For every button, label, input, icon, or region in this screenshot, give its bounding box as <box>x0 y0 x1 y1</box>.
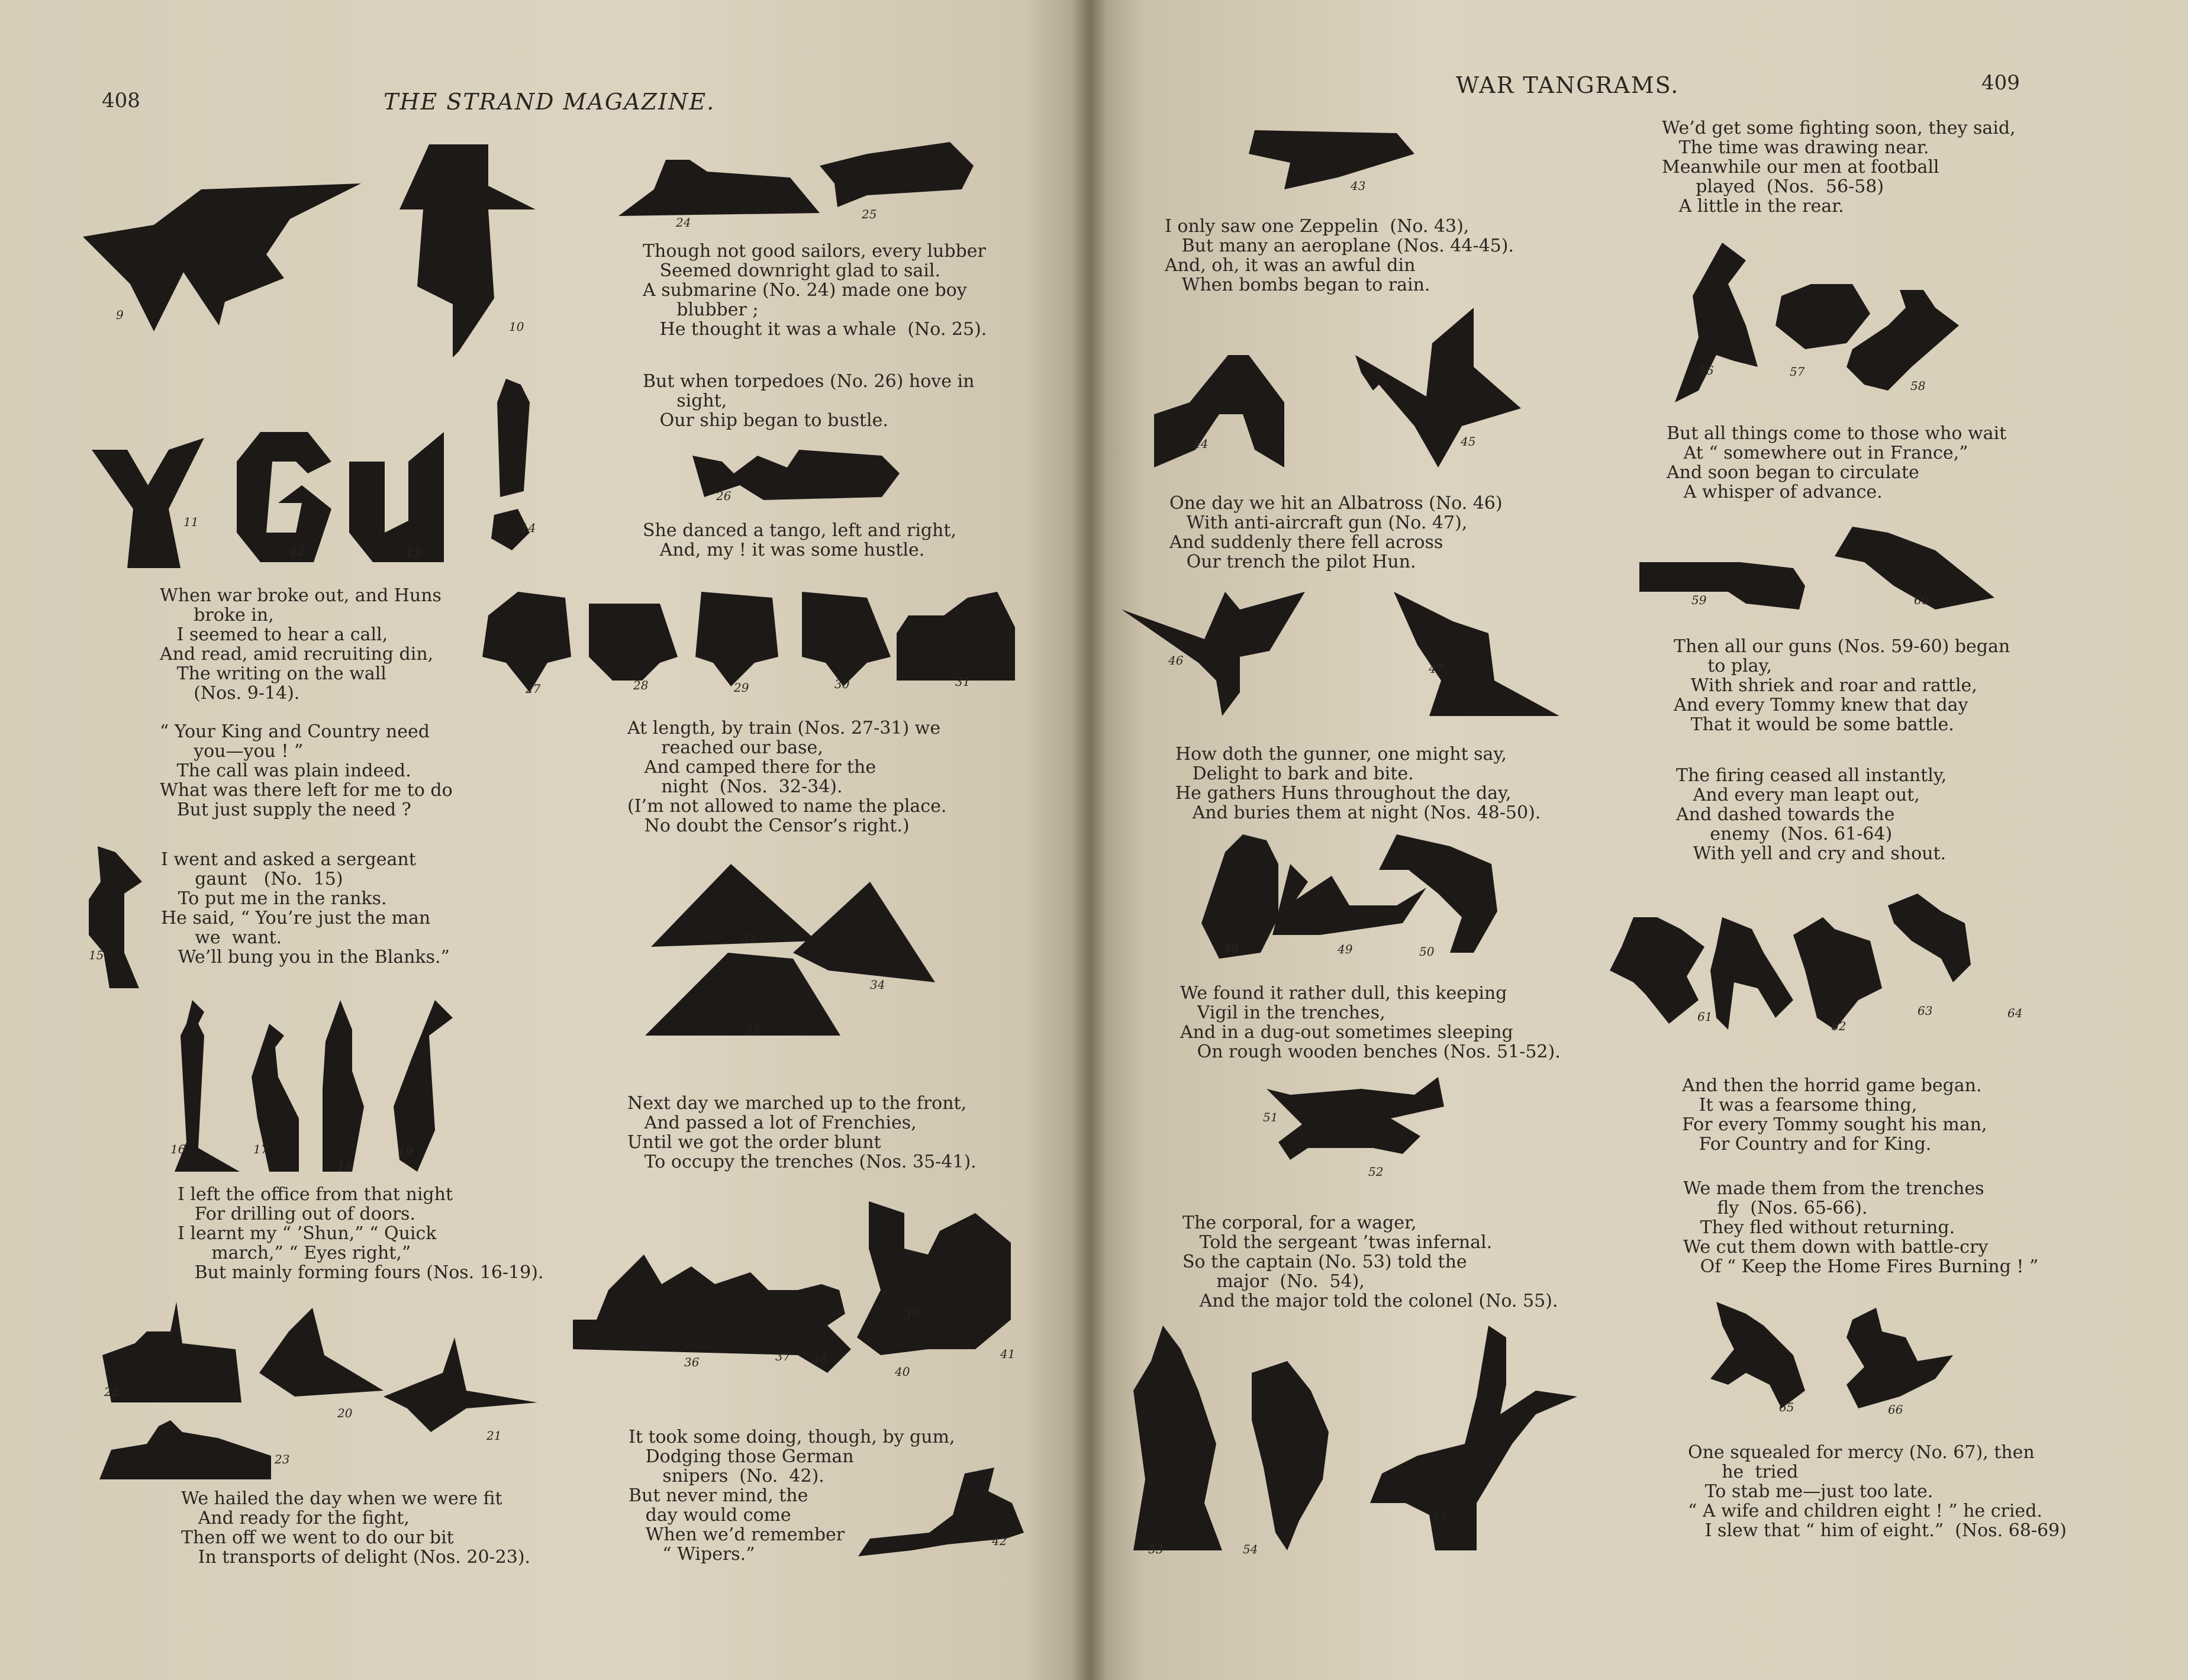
verse-line: Then all our guns (Nos. 59-60) began <box>1674 636 2010 657</box>
figure-number: 37 <box>775 1349 791 1363</box>
figure-number: 64 <box>2007 1006 2023 1020</box>
verse-line: He gathers Huns throughout the day, <box>1175 783 1512 804</box>
figure-number: 14 <box>521 521 536 535</box>
figure-number: 59 <box>1691 593 1707 607</box>
verse-line: When we’d remember <box>629 1524 845 1545</box>
verse-line: snipers (No. 42). <box>629 1466 824 1486</box>
figure-number: 55 <box>1432 1509 1448 1523</box>
verse-line: To occupy the trenches (Nos. 35-41). <box>627 1152 977 1172</box>
verse-line: What was there left for me to do <box>160 780 453 801</box>
verse-line: sight, <box>643 391 727 411</box>
verse-line: In transports of delight (Nos. 20-23). <box>181 1547 531 1568</box>
verse-block <box>160 586 442 703</box>
verse-line: I slew that “ him of eight.” (Nos. 68-69) <box>1688 1520 2067 1541</box>
verse-line: And every man leapt out, <box>1676 785 1920 805</box>
figure-number: 24 <box>676 215 691 230</box>
figure-number: 19 <box>398 1144 413 1159</box>
figure-number: 29 <box>734 681 749 695</box>
verse-line: We found it rather dull, this keeping <box>1180 983 1507 1004</box>
verse-line: They fled without returning. <box>1683 1217 1955 1238</box>
verse-block <box>161 850 450 967</box>
verse-line: With yell and cry and shout. <box>1676 843 1947 864</box>
verse-line: gaunt (No. 15) <box>161 869 343 889</box>
figure-number: 51 <box>1263 1110 1278 1124</box>
verse-line: The corporal, for a wager, <box>1182 1213 1417 1233</box>
figure-number: 22 <box>104 1385 120 1399</box>
verse-line: you—you ! ” <box>160 741 304 762</box>
figure-number: 11 <box>183 515 199 529</box>
verse-block <box>1682 1076 1987 1154</box>
tangram-aeroplanes <box>1154 308 1557 473</box>
verse-block <box>1662 118 2016 216</box>
verse-line: he tried <box>1688 1462 1799 1482</box>
verse-line: We made them from the trenches <box>1683 1178 1984 1199</box>
verse-line: Dodging those German <box>629 1446 854 1467</box>
figure-number: 57 <box>1790 365 1805 379</box>
verse-line: Our trench the pilot Hun. <box>1169 552 1416 572</box>
figure-number: 49 <box>1338 942 1353 956</box>
tangram-trench-soldiers <box>573 1201 1023 1373</box>
figure-number: 66 <box>1888 1402 1903 1417</box>
verse-line: And every Tommy knew that day <box>1674 695 1968 715</box>
tangram-sergeant <box>89 846 142 988</box>
verse-line: And soon began to circulate <box>1667 462 1919 483</box>
figure-number: 60 <box>1914 593 1929 607</box>
verse-line: (I’m not allowed to name the place. <box>627 796 947 817</box>
figure-number: 30 <box>834 677 850 691</box>
tangram-zeppelin <box>1249 130 1414 189</box>
verse-line: I went and asked a sergeant <box>161 849 416 870</box>
verse-line: march,” “ Eyes right,” <box>178 1243 411 1263</box>
figure-number: 15 <box>89 948 104 962</box>
verse-block <box>1688 1443 2067 1540</box>
verse-line: One day we hit an Albatross (No. 46) <box>1169 493 1503 514</box>
verse-line: A submarine (No. 24) made one boy <box>643 280 967 301</box>
verse-line: “ A wife and children eight ! ” he cried. <box>1688 1501 2042 1521</box>
verse-line: blubber ; <box>643 299 759 320</box>
verse-block <box>627 718 946 836</box>
verse-line: To stab me—just too late. <box>1688 1481 1934 1502</box>
verse-line: Until we got the order blunt <box>627 1132 881 1153</box>
verse-line: He thought it was a whale (No. 25). <box>643 319 987 340</box>
figure-number: 43 <box>1351 179 1366 193</box>
figure-number: 13 <box>406 546 421 560</box>
verse-line: Delight to bark and bite. <box>1175 763 1414 784</box>
verse-line: But just supply the need ? <box>160 799 411 820</box>
tangram-footballers <box>1675 237 1977 402</box>
verse-line: For Country and for King. <box>1682 1134 1932 1155</box>
tangram-train <box>482 592 1015 692</box>
figure-number: 10 <box>509 320 524 334</box>
verse-line: We’ll bung you in the Blanks.” <box>161 947 450 968</box>
verse-line: For drilling out of doors. <box>178 1204 415 1224</box>
page-number-right: 409 <box>1981 71 2020 95</box>
verse-block <box>178 1185 543 1282</box>
verse-line: We hailed the day when we were fit <box>181 1488 502 1509</box>
figure-number: 12 <box>290 544 305 559</box>
verse-line: And, my ! it was some hustle. <box>643 540 925 560</box>
verse-line: The time was drawing near. <box>1662 137 1929 158</box>
verse-line: But all things come to those who wait <box>1667 423 2007 444</box>
verse-block <box>1165 217 1514 295</box>
verse-block <box>181 1489 530 1567</box>
verse-line: And buries them at night (Nos. 48-50). <box>1175 802 1541 823</box>
tangram-dugout-bench <box>1267 1077 1444 1178</box>
verse-block <box>643 241 987 339</box>
verse-line: But mainly forming fours (Nos. 16-19). <box>178 1262 544 1283</box>
figure-number: 47 <box>1429 662 1444 676</box>
tangram-tents <box>645 864 941 1041</box>
verse-line: And ready for the fight, <box>181 1508 410 1529</box>
verse-line: When bombs began to rain. <box>1165 275 1430 295</box>
figure-number: 16 <box>170 1142 186 1156</box>
figure-number: 41 <box>1000 1347 1016 1361</box>
verse-line: And in a dug-out sometimes sleeping <box>1180 1022 1513 1043</box>
verse-block <box>1674 637 2010 734</box>
verse-line: So the captain (No. 53) told the <box>1182 1252 1467 1272</box>
verse-line: But many an aeroplane (Nos. 44-45). <box>1165 236 1514 256</box>
verse-line: And then the horrid game began. <box>1682 1075 1982 1096</box>
verse-line: Next day we marched up to the front, <box>627 1093 967 1114</box>
verse-line: With shriek and roar and rattle, <box>1674 675 1977 696</box>
running-title-left: THE STRAND MAGAZINE. <box>384 89 716 115</box>
verse-line: Of “ Keep the Home Fires Burning ! ” <box>1683 1256 2039 1277</box>
tangram-sniper <box>858 1468 1024 1562</box>
verse-line: The firing ceased all instantly, <box>1676 765 1947 786</box>
figure-number: 61 <box>1697 1010 1713 1024</box>
verse-line: No doubt the Censor’s right.) <box>627 815 910 836</box>
verse-line: to play, <box>1674 656 1773 676</box>
figure-number: 52 <box>1368 1165 1384 1179</box>
figure-number: 39 <box>904 1307 920 1321</box>
verse-line: A little in the rear. <box>1662 196 1844 217</box>
tangram-letter-u <box>349 432 444 562</box>
verse-block <box>160 722 453 820</box>
verse-line: we want. <box>161 927 282 948</box>
verse-line: How doth the gunner, one might say, <box>1175 744 1507 765</box>
verse-line: fly (Nos. 65-66). <box>1683 1198 1868 1218</box>
verse-block <box>1676 766 1947 863</box>
figure-number: 36 <box>684 1355 700 1369</box>
verse-line: Vigil in the trenches, <box>1180 1002 1385 1023</box>
verse-block <box>643 521 956 560</box>
tangram-letter-y <box>92 438 204 568</box>
verse-line: The writing on the wall <box>160 663 386 684</box>
figure-number: 62 <box>1831 1019 1847 1033</box>
tangram-ships <box>99 1302 549 1479</box>
figure-number: 38 <box>812 1352 827 1366</box>
figure-number: 27 <box>526 682 541 696</box>
figure-number: 40 <box>895 1365 910 1379</box>
page-number-left: 408 <box>102 89 140 112</box>
verse-line: I learnt my “ ’Shun,” “ Quick <box>178 1223 437 1244</box>
figure-number: 54 <box>1243 1542 1258 1556</box>
verse-line: And camped there for the <box>627 757 877 778</box>
verse-line: Then off we went to do our bit <box>181 1527 454 1548</box>
verse-line: One squealed for mercy (No. 67), then <box>1688 1442 2035 1463</box>
tangram-soldiers-fours <box>175 1000 465 1172</box>
verse-line: When war broke out, and Huns <box>160 585 442 606</box>
verse-block <box>1667 424 2006 502</box>
verse-line: Our ship began to bustle. <box>643 410 888 431</box>
verse-line: We cut them down with battle-cry <box>1683 1237 1989 1257</box>
figure-number: 23 <box>275 1452 290 1466</box>
verse-line: We’d get some fighting soon, they said, <box>1662 118 2016 138</box>
verse-block <box>1175 744 1541 823</box>
tangram-officers <box>1133 1326 1577 1550</box>
verse-line: played (Nos. 56-58) <box>1662 176 1884 197</box>
verse-line: And suddenly there fell across <box>1169 532 1443 553</box>
verse-line: Meanwhile our men at football <box>1662 157 1939 178</box>
figure-number: 45 <box>1461 434 1476 449</box>
verse-line: enemy (Nos. 61-64) <box>1676 824 1893 844</box>
verse-line: But never mind, the <box>629 1485 808 1506</box>
figure-number: 46 <box>1168 653 1184 668</box>
verse-line: He said, “ You’re just the man <box>161 908 431 928</box>
verse-line: “ Wipers.” <box>629 1544 755 1565</box>
verse-line: At length, by train (Nos. 27-31) we <box>627 718 941 739</box>
verse-line: At “ somewhere out in France,” <box>1667 443 1968 463</box>
verse-line: With anti-aircraft gun (No. 47), <box>1169 512 1468 533</box>
verse-line: And passed a lot of Frenchies, <box>627 1113 917 1133</box>
tangram-fleeing-soldiers <box>1710 1302 1965 1420</box>
figure-number: 34 <box>870 978 885 992</box>
verse-line: That it would be some battle. <box>1674 714 1954 735</box>
verse-line: To put me in the ranks. <box>161 888 387 909</box>
tangram-gunners-burying <box>1201 834 1497 959</box>
verse-line: Seemed downright glad to sail. <box>643 260 941 281</box>
verse-line: (Nos. 9-14). <box>160 683 300 704</box>
verse-line: And dashed towards the <box>1676 804 1895 825</box>
figure-number: 18 <box>337 1160 353 1174</box>
verse-line: The call was plain indeed. <box>160 760 411 781</box>
verse-line: night (Nos. 32-34). <box>627 776 843 797</box>
figure-number: 48 <box>1224 941 1239 955</box>
figure-number: 63 <box>1918 1004 1933 1018</box>
running-title-right: WAR TANGRAMS. <box>1456 72 1680 98</box>
verse-line: reached our base, <box>627 737 823 758</box>
verse-block <box>1182 1213 1558 1311</box>
figure-number: 50 <box>1419 944 1435 959</box>
verse-block <box>1169 494 1503 572</box>
verse-line: I left the office from that night <box>178 1184 453 1205</box>
figure-number: 28 <box>633 678 649 692</box>
figure-number: 44 <box>1193 437 1209 451</box>
verse-line: It took some doing, though, by gum, <box>629 1427 955 1447</box>
figure-number: 25 <box>862 207 877 221</box>
verse-line: And the major told the colonel (No. 55). <box>1182 1291 1558 1311</box>
verse-line: broke in, <box>160 605 274 625</box>
verse-line: She danced a tango, left and right, <box>643 520 956 541</box>
verse-line: day would come <box>629 1505 791 1526</box>
verse-line: A whisper of advance. <box>1667 482 1883 502</box>
figure-number: 20 <box>337 1406 353 1420</box>
verse-line: Though not good sailors, every lubber <box>643 241 986 262</box>
tangram-letter-g <box>237 432 331 562</box>
tangram-submarine-whale <box>618 142 974 231</box>
figure-number: 42 <box>992 1534 1007 1548</box>
verse-line: major (No. 54), <box>1182 1271 1365 1292</box>
verse-block <box>1180 984 1561 1062</box>
verse-line: On rough wooden benches (Nos. 51-52). <box>1180 1041 1561 1062</box>
verse-block <box>643 372 974 430</box>
verse-line: I only saw one Zeppelin (No. 43), <box>1165 216 1470 237</box>
figure-number: 53 <box>1148 1542 1164 1556</box>
figure-number: 21 <box>486 1429 502 1443</box>
book-gutter <box>1071 0 1107 1680</box>
figure-number: 9 <box>116 308 124 322</box>
verse-block <box>627 1094 977 1172</box>
verse-line: For every Tommy sought his man, <box>1682 1114 1987 1135</box>
verse-line: “ Your King and Country need <box>160 721 430 742</box>
verse-line: Told the sergeant ’twas infernal. <box>1182 1232 1493 1253</box>
figure-number: 58 <box>1910 379 1926 393</box>
verse-line: But when torpedoes (No. 26) hove in <box>643 371 975 392</box>
figure-number: 32 <box>741 931 756 946</box>
figure-number: 26 <box>716 489 732 503</box>
figure-number: 17 <box>253 1142 269 1156</box>
figure-number: 65 <box>1779 1400 1794 1414</box>
tangram-hand-pointing <box>83 178 361 337</box>
verse-line: I seemed to hear a call, <box>160 624 388 645</box>
verse-line: It was a fearsome thing, <box>1682 1095 1918 1115</box>
verse-block <box>1683 1179 2038 1276</box>
figure-number: 33 <box>745 1024 760 1038</box>
verse-line: And, oh, it was an awful din <box>1165 255 1416 276</box>
figure-number: 31 <box>955 675 971 689</box>
verse-line: And read, amid recruiting din, <box>160 644 434 665</box>
figure-number: 56 <box>1699 363 1714 378</box>
tangram-albatross-gun <box>1122 592 1559 728</box>
